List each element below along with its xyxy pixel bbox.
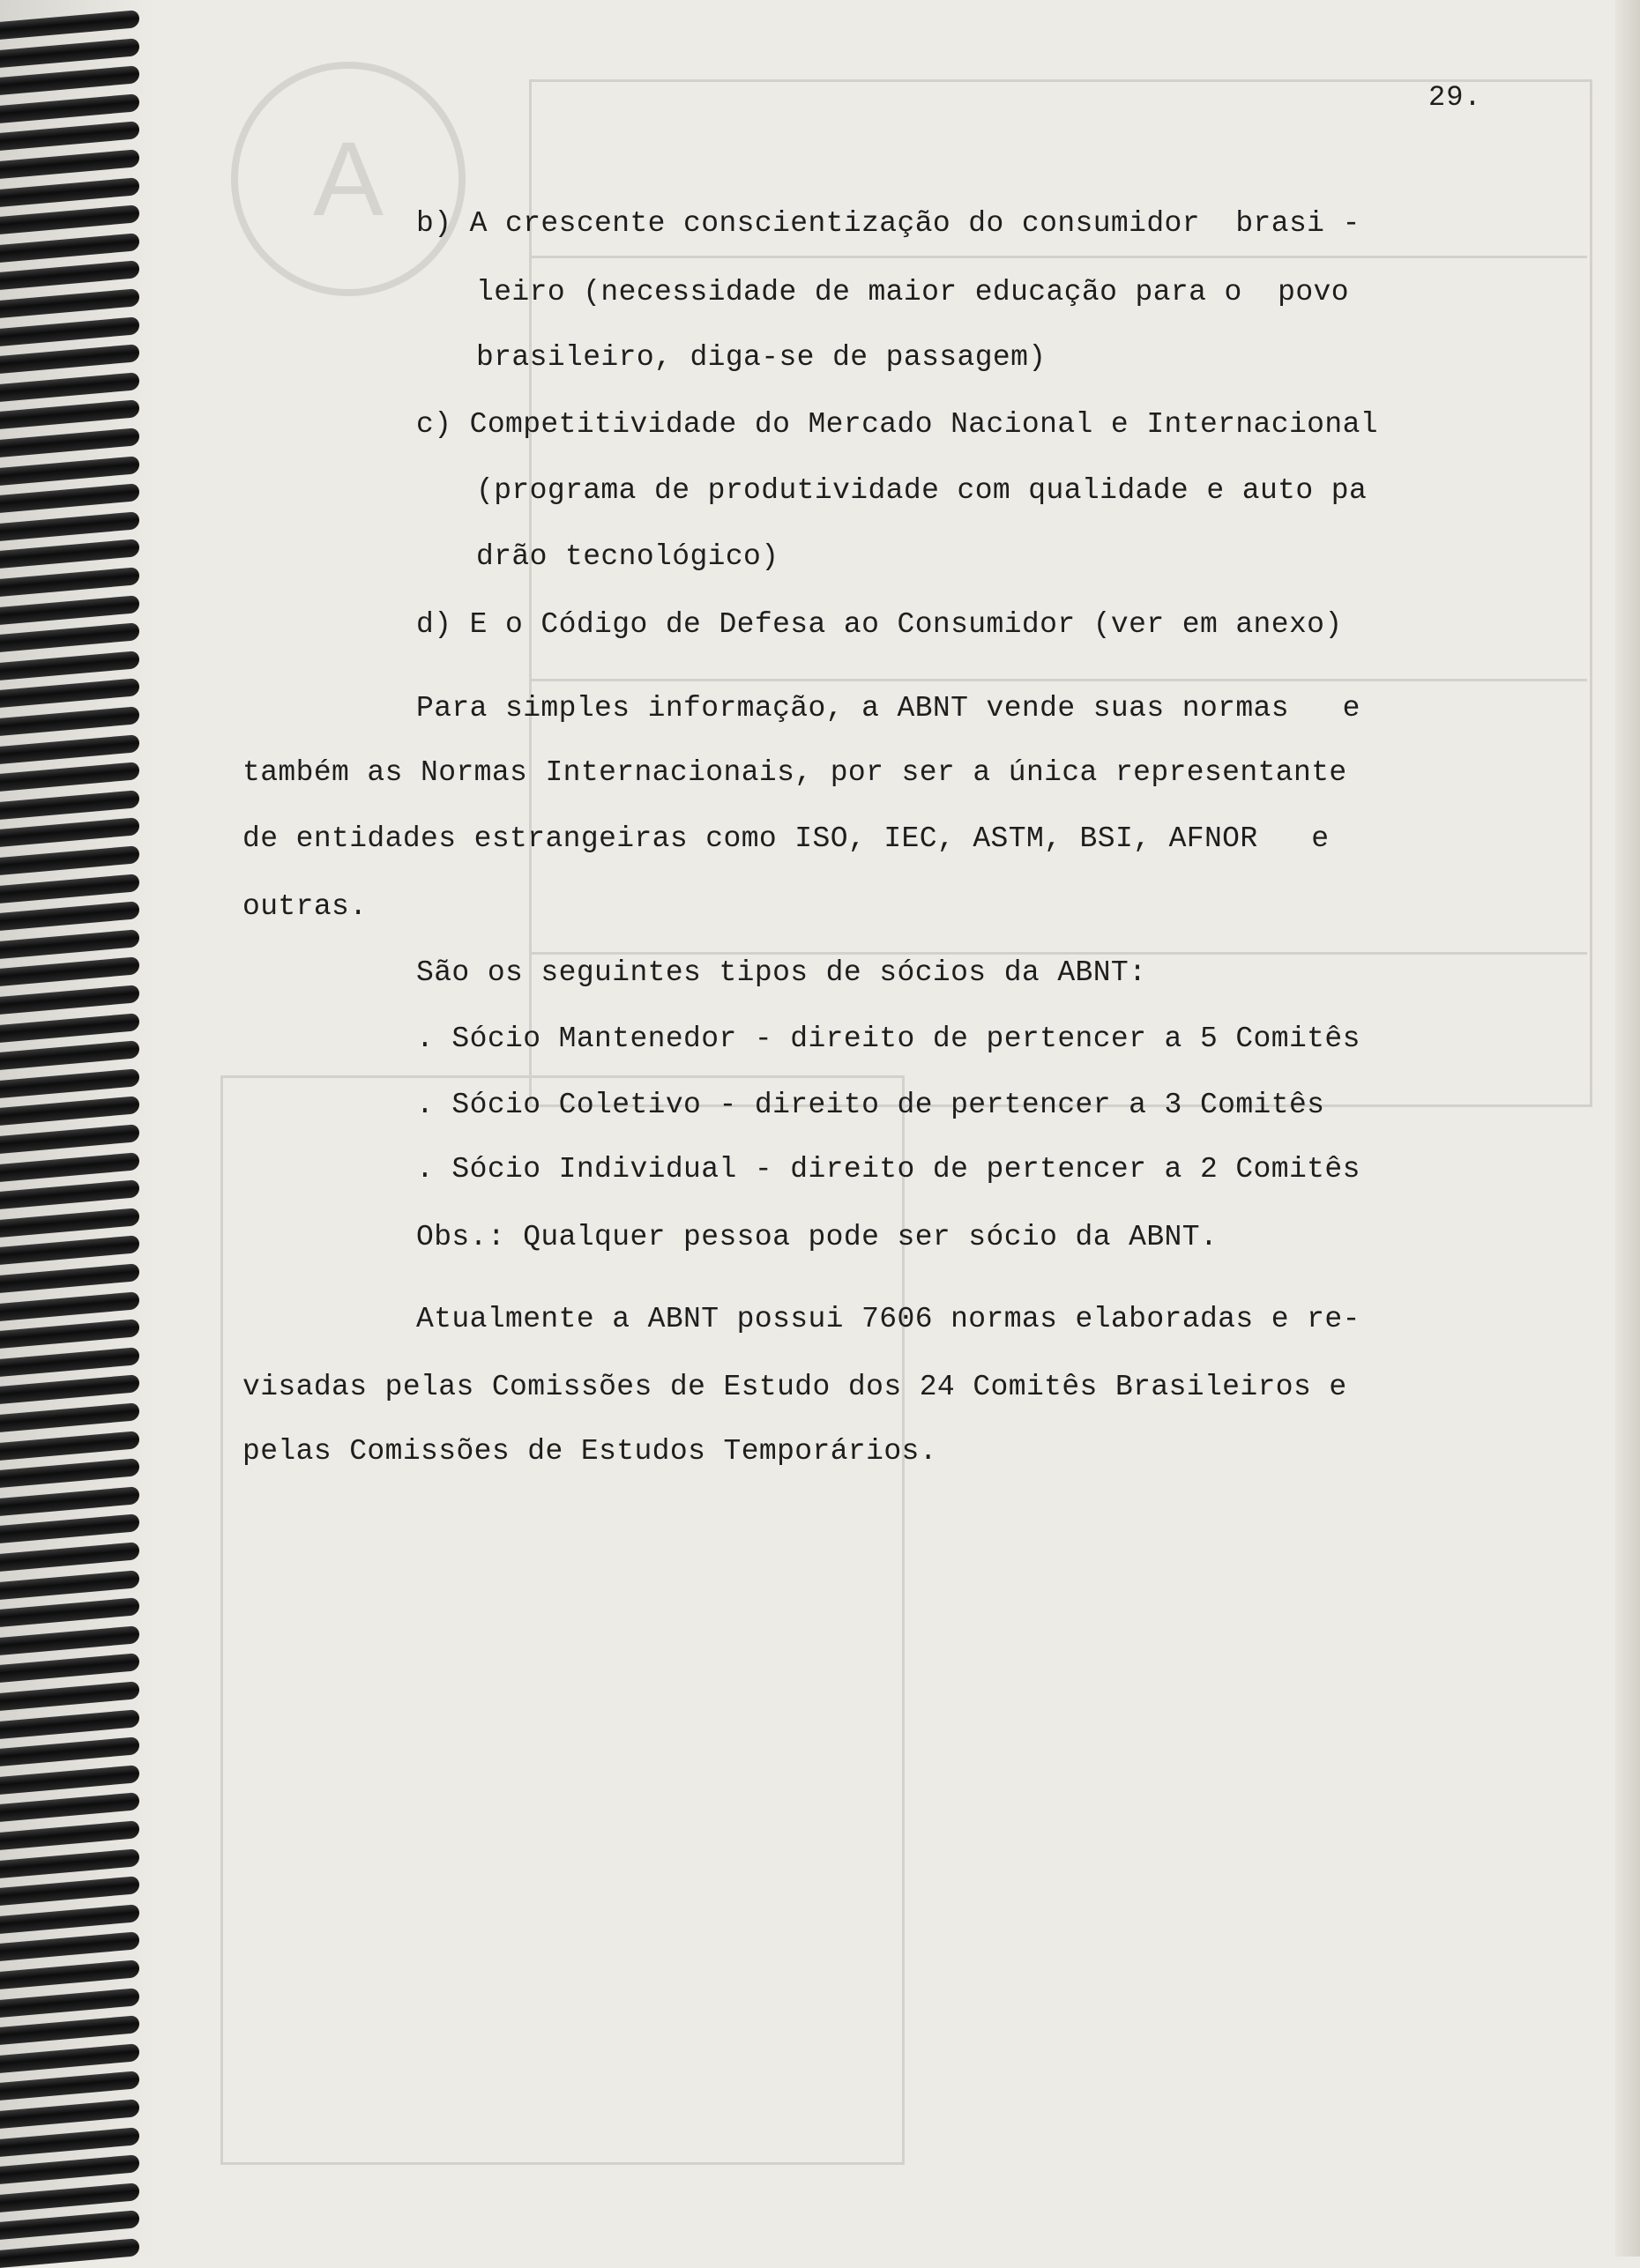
text-line: c) Competitividade do Mercado Nacional e Internacional [416, 408, 1378, 441]
text-line: b) A crescente conscientização do consumidor brasi - [416, 207, 1360, 240]
text-line: leiro (necessidade de maior educação para o povo [476, 276, 1349, 309]
bleed-through-rule [529, 952, 1587, 955]
text-line: Obs.: Qualquer pessoa pode ser sócio da ABNT. [416, 1221, 1219, 1253]
text-line: . Sócio Mantenedor - direito de pertencer a 5 Comitês [416, 1022, 1360, 1055]
text-line: visadas pelas Comissões de Estudo dos 24 Comitês Brasileiros e [242, 1371, 1347, 1403]
text-line: também as Normas Internacionais, por ser a única representante [242, 756, 1347, 789]
bleed-through-logo: A [231, 62, 466, 296]
page-number: 29. [1428, 81, 1482, 114]
page-edge [1615, 0, 1640, 2257]
text-line: d) E o Código de Defesa ao Consumidor (ver em anexo) [416, 608, 1343, 641]
bleed-through-rule [529, 679, 1587, 681]
text-line: drão tecnológico) [476, 540, 779, 573]
text-line: . Sócio Coletivo - direito de pertencer a 3 Comitês [416, 1089, 1325, 1121]
text-line: Atualmente a ABNT possui 7606 normas elaboradas e re- [416, 1303, 1360, 1335]
text-line: (programa de produtividade com qualidade e auto pa [476, 474, 1368, 507]
text-line: outras. [242, 890, 368, 923]
text-line: pelas Comissões de Estudos Temporários. [242, 1435, 937, 1468]
text-line: São os seguintes tipos de sócios da ABNT: [416, 956, 1147, 989]
text-line: . Sócio Individual - direito de pertencer a 2 Comitês [416, 1153, 1360, 1186]
bleed-through-rule [529, 256, 1587, 258]
text-line: brasileiro, diga-se de passagem) [476, 341, 1047, 374]
text-line: de entidades estrangeiras como ISO, IEC, ASTM, BSI, AFNOR e [242, 822, 1330, 855]
text-line: Para simples informação, a ABNT vende suas normas e [416, 692, 1360, 725]
